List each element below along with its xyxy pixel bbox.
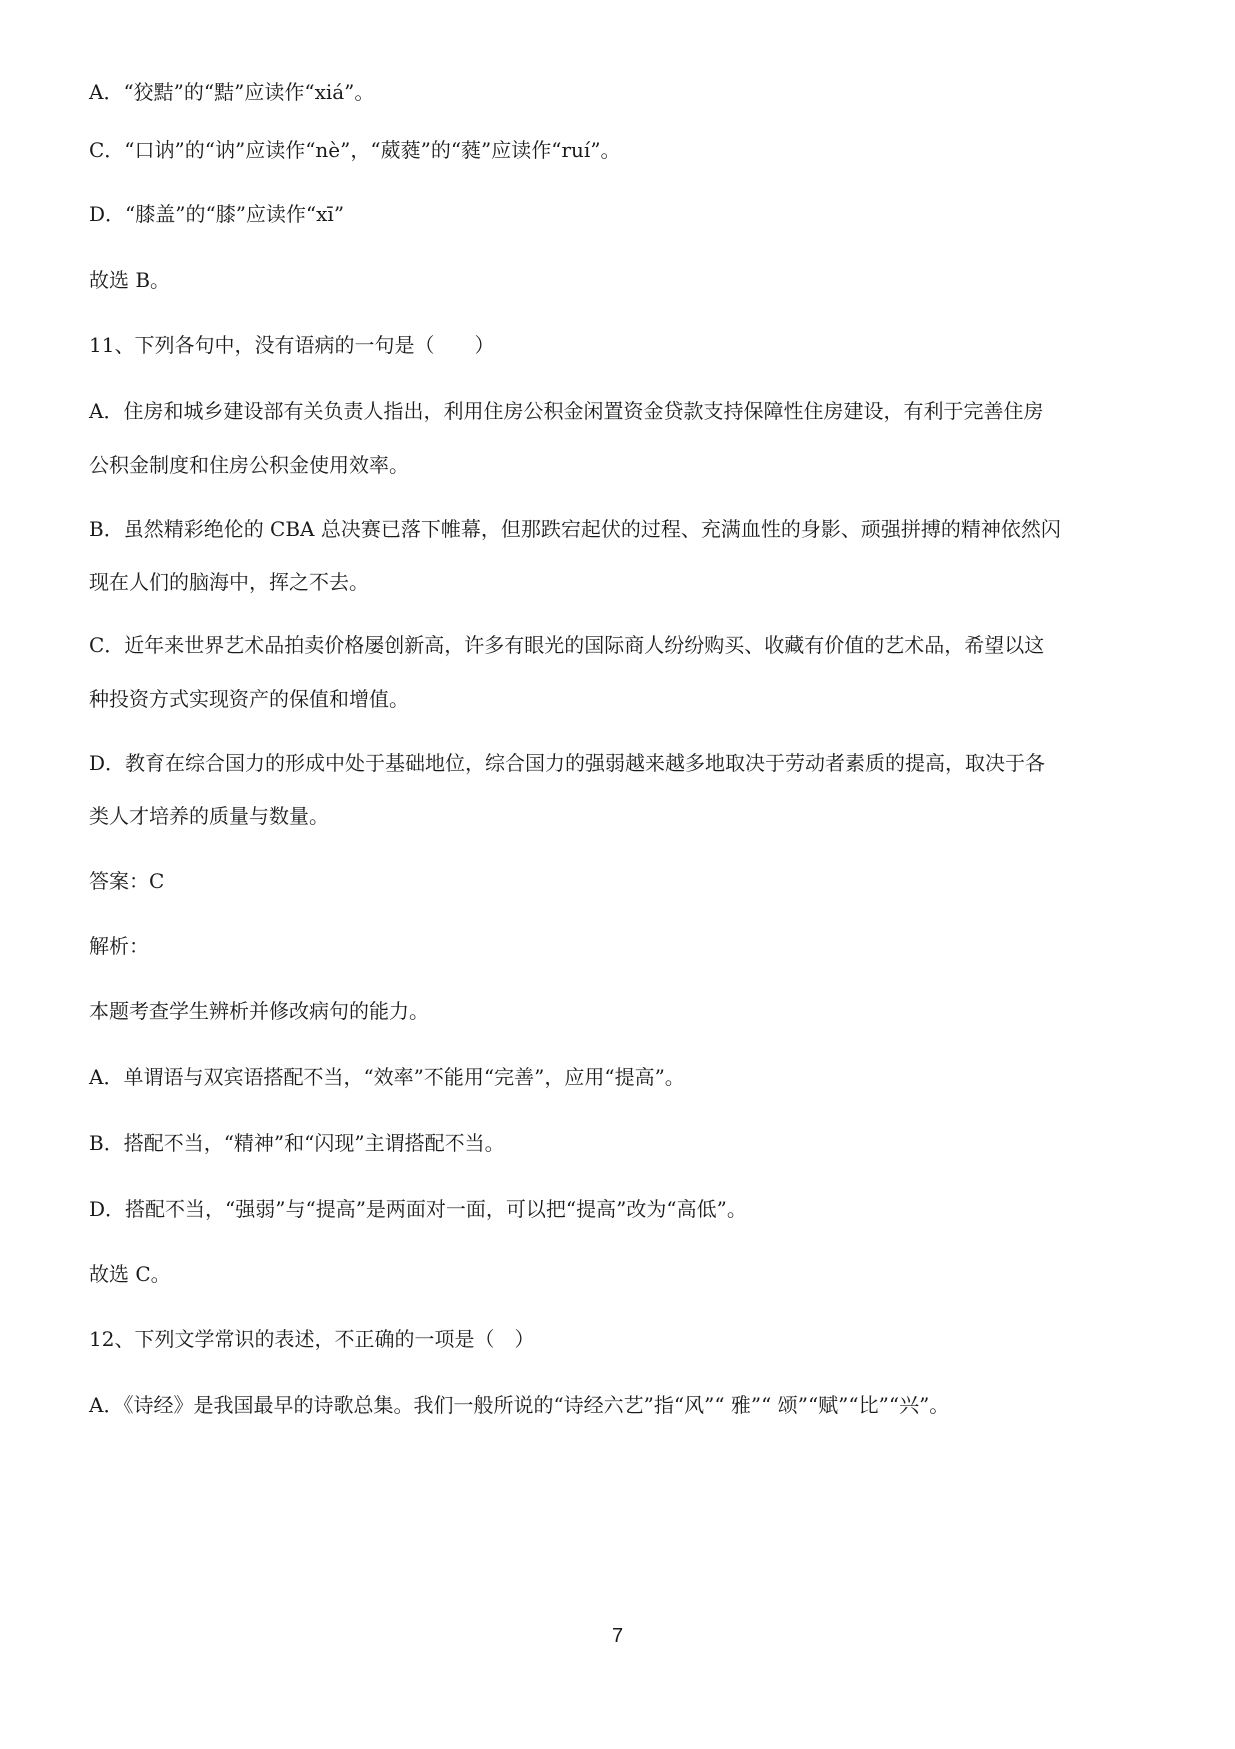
question-12: 12、下列文学常识的表述，不正确的一项是（ ） [89, 1327, 535, 1351]
option-d-xi: D．“膝盖”的“膝”应读作“xī” [89, 202, 345, 226]
q11-analysis-b: B．搭配不当，“精神”和“闪现”主谓搭配不当。 [89, 1131, 505, 1155]
q11-option-a-line2: 公积金制度和住房公积金使用效率。 [89, 453, 409, 477]
q11-final-choice: 故选 C。 [89, 1262, 171, 1286]
option-a-xia: A．“狡黠”的“黠”应读作“xiá”。 [89, 80, 375, 104]
q11-analysis-a: A．单谓语与双宾语搭配不当，“效率”不能用“完善”，应用“提高”。 [89, 1065, 685, 1089]
q11-option-d-line1: D．教育在综合国力的形成中处于基础地位，综合国力的强弱越来越多地取决于劳动者素质的提高，取决于各 [89, 751, 1046, 775]
option-c-ne-rui: C．“口讷”的“讷”应读作“nè”，“葳蕤”的“蕤”应读作“ruí”。 [89, 138, 621, 162]
q11-analysis-d: D．搭配不当，“强弱”与“提高”是两面对一面，可以把“提高”改为“高低”。 [89, 1197, 747, 1221]
question-11: 11、下列各句中，没有语病的一句是（ ） [89, 333, 495, 357]
page-number: 7 [611, 1625, 624, 1647]
q11-option-a-line1: A．住房和城乡建设部有关负责人指出，利用住房公积金闲置资金贷款支持保障性住房建设，有利于完善住房 [89, 399, 1044, 423]
q12-option-a: A．《诗经》是我国最早的诗歌总集。我们一般所说的“诗经六艺”指“风”“ 雅”“ 颂”“赋”“比”“兴”。 [89, 1393, 950, 1417]
q11-option-c-line2: 种投资方式实现资产的保值和增值。 [89, 687, 409, 711]
q11-option-d-line2: 类人才培养的质量与数量。 [89, 804, 329, 828]
q11-option-b-line1: B．虽然精彩绝伦的 CBA 总决赛已落下帷幕，但那跌宕起伏的过程、充满血性的身影、顽强拼搏的精神依然闪 [89, 517, 1061, 541]
q11-answer: 答案：C [89, 869, 165, 893]
answer-choice-b: 故选 B。 [89, 268, 171, 292]
q11-option-c-line1: C．近年来世界艺术品拍卖价格屡创新高，许多有眼光的国际商人纷纷购买、收藏有价值的艺术品，希望以这 [89, 633, 1045, 657]
q11-analysis-intro: 本题考查学生辨析并修改病句的能力。 [89, 999, 429, 1023]
q11-option-b-line2: 现在人们的脑海中，挥之不去。 [89, 570, 369, 594]
q11-analysis-heading: 解析： [89, 934, 149, 958]
